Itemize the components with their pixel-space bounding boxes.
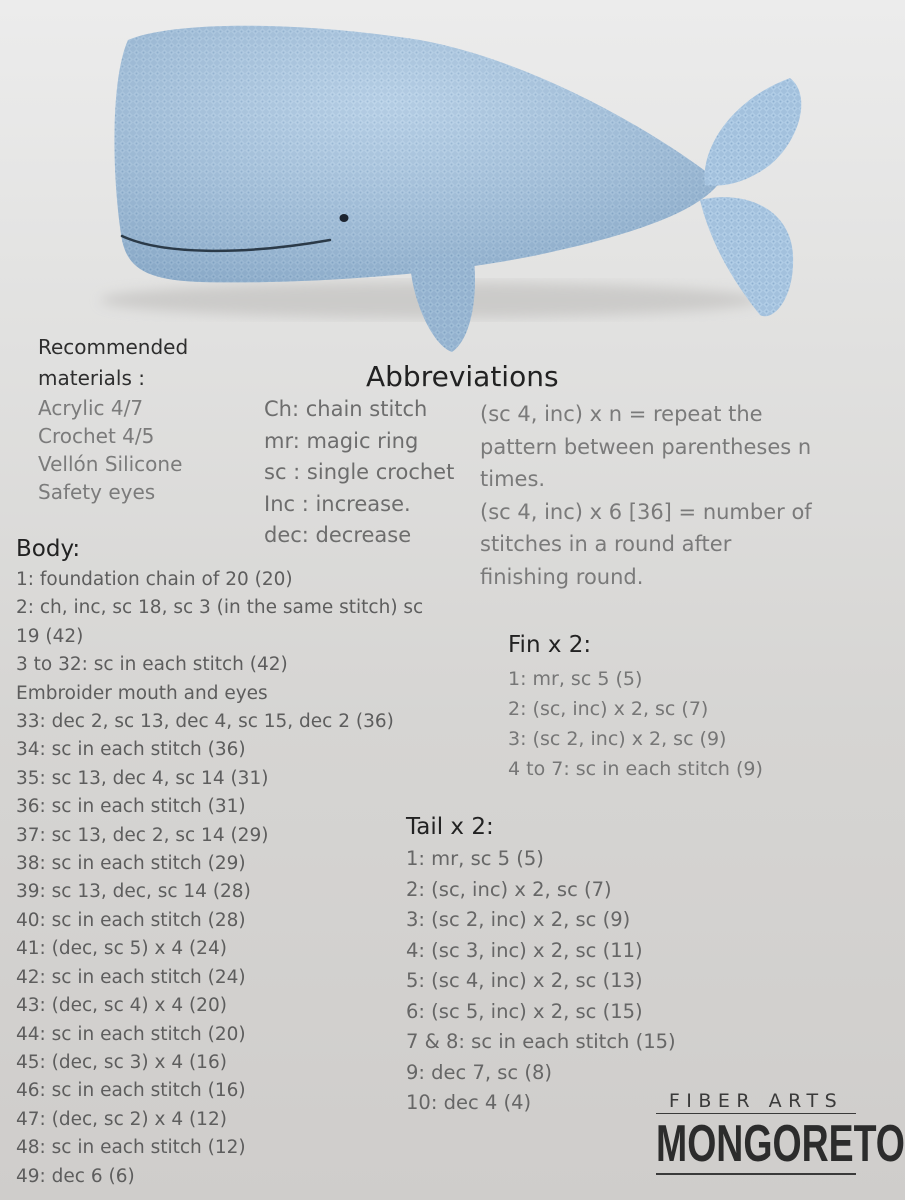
tail-fluke-upper	[704, 78, 801, 186]
body-row: 35: sc 13, dec 4, sc 14 (31)	[16, 767, 269, 789]
body-row: 34: sc in each stitch (36)	[16, 739, 246, 761]
materials-item: Safety eyes	[38, 480, 156, 504]
body-row: 33: dec 2, sc 13, dec 4, sc 15, dec 2 (36)	[16, 711, 394, 733]
abbreviations-notes	[480, 398, 812, 593]
tail-row: 9: dec 7, sc (8)	[406, 1060, 552, 1084]
body-row: 1: foundation chain of 20 (20)	[16, 569, 293, 590]
tail-row: 2: (sc, inc) x 2, sc (7)	[406, 877, 612, 901]
tail-row: 7 & 8: sc in each stitch (15)	[406, 1030, 676, 1053]
body-row: 19 (42)	[16, 625, 84, 647]
abbreviation-item: mr: magic ring	[264, 428, 419, 453]
abbreviations-list	[264, 394, 454, 552]
body-row: 49: dec 6 (6)	[16, 1165, 135, 1187]
materials-heading-line1: Recommended	[38, 335, 189, 359]
body-row: 3 to 32: sc in each stitch (42)	[16, 654, 288, 676]
tail-row: 3: (sc 2, inc) x 2, sc (9)	[406, 908, 631, 931]
body-row: 41: (dec, sc 5) x 4 (24)	[16, 938, 227, 960]
body-row: 37: sc 13, dec 2, sc 14 (29)	[16, 824, 269, 846]
body-title: Body:	[16, 536, 81, 562]
body-row: 2: ch, inc, sc 18, sc 3 (in the same stitch) sc	[16, 597, 424, 619]
tail-row: 4: (sc 3, inc) x 2, sc (11)	[406, 938, 643, 962]
abbreviation-item: sc : single crochet	[264, 460, 455, 484]
abbreviations-title: Abbreviations	[366, 360, 559, 393]
whale-photo	[0, 0, 876, 360]
fin-row: 4 to 7: sc in each stitch (9)	[508, 758, 763, 780]
body-row: Embroider mouth and eyes	[16, 682, 268, 704]
body-row: 36: sc in each stitch (31)	[16, 796, 246, 818]
tail-rows	[406, 844, 676, 1119]
tail-row: 6: (sc 5, inc) x 2, sc (15)	[406, 999, 643, 1023]
fin-row: 1: mr, sc 5 (5)	[508, 668, 643, 690]
materials-section	[38, 332, 188, 506]
fin-row: 2: (sc, inc) x 2, sc (7)	[508, 698, 709, 720]
abbreviation-note-line: finishing round.	[480, 564, 644, 589]
whale-eye	[340, 214, 349, 222]
fin-title: Fin x 2:	[508, 632, 592, 658]
abbreviation-note-line: stitches in a round after	[480, 532, 732, 556]
logo-underline	[656, 1173, 856, 1175]
body-row: 48: sc in each stitch (12)	[16, 1137, 246, 1159]
body-rows	[16, 566, 423, 1191]
body-row: 45: (dec, sc 3) x 4 (16)	[16, 1051, 227, 1073]
body-row: 39: sc 13, dec, sc 14 (28)	[16, 881, 251, 903]
body-row: 47: (dec, sc 2) x 4 (12)	[16, 1108, 227, 1130]
tail-row: 1: mr, sc 5 (5)	[406, 847, 544, 870]
body-row: 38: sc in each stitch (29)	[16, 853, 246, 875]
tail-row: 10: dec 4 (4)	[406, 1091, 532, 1114]
body-row: 40: sc in each stitch (28)	[16, 909, 246, 931]
abbreviation-note-line: pattern between parentheses n	[480, 434, 812, 459]
body-row: 43: (dec, sc 4) x 4 (20)	[16, 995, 227, 1017]
abbreviation-item: dec: decrease	[264, 523, 412, 547]
abbreviation-item: Ch: chain stitch	[264, 397, 428, 421]
brand-logo	[656, 1090, 905, 1175]
tail-title: Tail x 2:	[406, 814, 494, 840]
materials-item: Crochet 4/5	[38, 424, 155, 448]
body-row: 46: sc in each stitch (16)	[16, 1080, 246, 1102]
materials-item: Vellón Silicone	[38, 452, 183, 476]
logo-wordmark: MONGORETO	[656, 1115, 905, 1173]
logo-subtitle: FIBER ARTS	[656, 1090, 856, 1114]
abbreviation-note-line: (sc 4, inc) x n = repeat the	[480, 402, 763, 426]
fin-rows	[508, 664, 763, 784]
abbreviation-item: Inc : increase.	[264, 491, 411, 516]
body-row: 44: sc in each stitch (20)	[16, 1023, 246, 1045]
materials-item: Acrylic 4/7	[38, 396, 144, 420]
abbreviation-note-line: times.	[480, 467, 546, 491]
abbreviation-note-line: (sc 4, inc) x 6 [36] = number of	[480, 499, 812, 524]
tail-row: 5: (sc 4, inc) x 2, sc (13)	[406, 969, 643, 992]
materials-heading-line2: materials :	[38, 366, 145, 390]
body-row: 42: sc in each stitch (24)	[16, 966, 246, 988]
fin-row: 3: (sc 2, inc) x 2, sc (9)	[508, 728, 727, 750]
